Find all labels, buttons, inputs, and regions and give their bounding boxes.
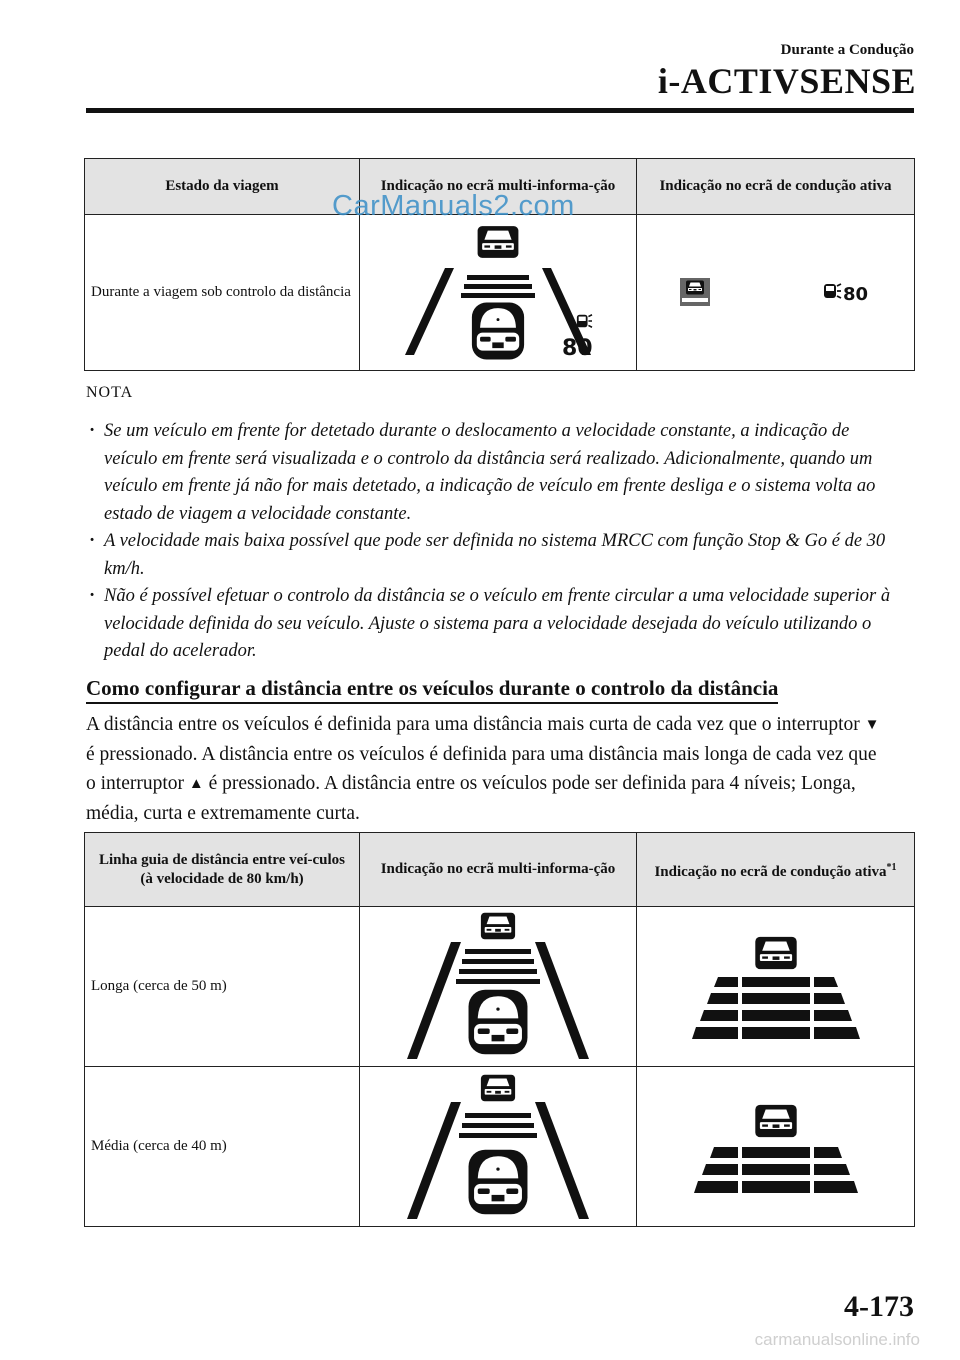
table2-header-guide-line1: Linha guia de distância entre veí-culos (99, 851, 345, 868)
table2-header-active-display (637, 833, 915, 907)
nota-list (86, 418, 906, 666)
section-heading: Como configurar a distância entre os veículos durante o controlo da distância (86, 676, 778, 704)
table2-header-multi-info: Indicação no ecrã multi-informa-ção (360, 833, 637, 907)
watermark: CarManuals2.com (332, 190, 575, 222)
down-switch-icon: ▼ (864, 717, 880, 733)
distance-long-label: Longa (cerca de 50 m) (85, 907, 360, 1067)
active-display-medium-icon (640, 1067, 912, 1221)
medium-distance-road-icon (363, 1067, 633, 1221)
header-section: Durante a Condução (780, 42, 914, 58)
multi-info-medium-graphic (360, 1067, 637, 1227)
active-display-vehicle-ahead-icon (640, 260, 912, 320)
table1-header-multi-info: Indicação no ecrã multi-informa-ção (360, 159, 637, 215)
paragraph-part-2: é pressionado. A distância entre os veículos é definida para uma distância mais longa de cada vez que o interruptor (86, 744, 877, 794)
multi-info-long-graphic (360, 907, 637, 1067)
road-with-vehicle-ahead-icon (363, 215, 633, 365)
footer-watermark: carmanualsonline.info (754, 1330, 920, 1349)
page-number: 4-173 (844, 1290, 914, 1323)
table1-state-label: Durante a viagem sob controlo da distância (85, 215, 360, 371)
distance-setting-table (84, 832, 915, 1227)
active-display-speed: 80 (842, 284, 868, 305)
paragraph-part-3: é pressionado. A distância entre os veículos pode ser definida para 4 níveis; Longa, média, curta e extremamente curta. (86, 773, 856, 824)
table1-header-state: Estado da viagem (85, 159, 360, 215)
paragraph-part-1: A distância entre os veículos é definida para uma distância mais curta de cada vez que o interruptor (86, 714, 865, 735)
nota-item: · Se um veículo em frente for detetado durante o deslocamento a velocidade constante, a indicação de veículo em frente será visualizada e o controlo da distância será realizado. Adicionalmente, quando um veículo em frente já não for mais detetado, a indicação de veículo em frente desliga e o sistema volta ao estado de viagem a velocidade constante. (86, 418, 906, 528)
nota-item: · A velocidade mais baixa possível que pode ser definida no sistema MRCC com função Stop & Go é de 30 km/h. (86, 528, 906, 583)
table2-header-active-display-text: Indicação no ecrã de condução ativa (654, 863, 887, 880)
set-speed-readout: 80 (562, 336, 593, 361)
active-display-long-icon (640, 907, 912, 1061)
header-title: i-ACTIVSENSE (657, 61, 916, 101)
multi-info-distance-control-graphic (360, 215, 637, 371)
nota-item: · Não é possível efetuar o controlo da distância se o veículo em frente circular a uma velocidade superior à velocidade definida do seu veículo. Ajuste o sistema para a velocidade desejada do veículo utilizando o pedal do acelerador. (86, 583, 906, 666)
distance-medium-label: Média (cerca de 40 m) (85, 1067, 360, 1227)
active-display-medium-graphic (637, 1067, 915, 1227)
active-display-distance-control-graphic (637, 215, 915, 371)
nota-title: NOTA (86, 384, 134, 401)
up-switch-icon: ▲ (188, 776, 204, 792)
long-distance-road-icon (363, 907, 633, 1061)
footnote-marker: *1 (886, 861, 897, 873)
header-rule (86, 108, 914, 113)
section-paragraph (86, 710, 886, 828)
table1-header-active-display: Indicação no ecrã de condução ativa (637, 159, 915, 215)
active-display-long-graphic (637, 907, 915, 1067)
table2-header-guide (85, 833, 360, 907)
table2-header-guide-line2: (à velocidade de 80 km/h) (140, 870, 304, 887)
